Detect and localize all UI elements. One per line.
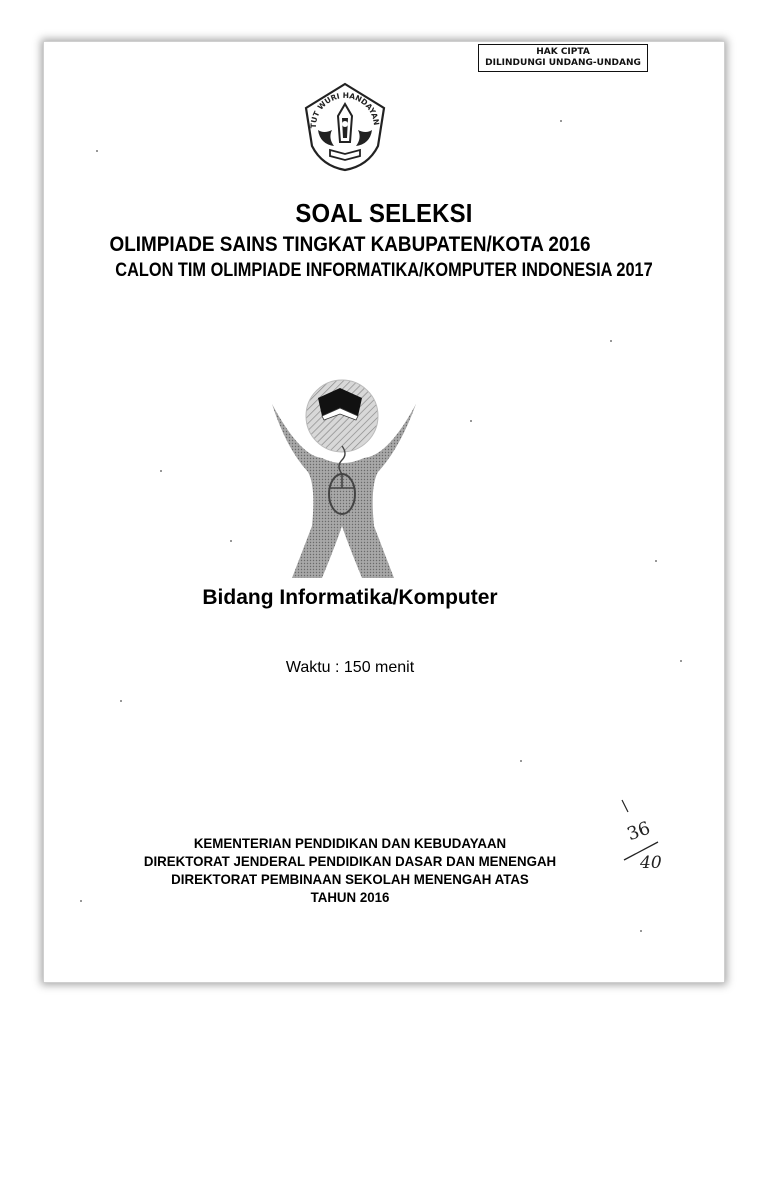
tut-wuri-handayani-logo bbox=[298, 80, 392, 174]
issuer-year: TAHUN 2016 bbox=[310, 889, 390, 905]
subject-field: Bidang Informatika/Komputer bbox=[202, 586, 498, 609]
handwritten-score-value: 36 bbox=[624, 817, 654, 846]
copyright-stamp bbox=[478, 44, 648, 72]
subtitle-line-2: CALON TIM OLIMPIADE INFORMATIKA/KOMPUTER INDONESIA 2017 bbox=[115, 260, 653, 281]
page-title: SOAL SELEKSI bbox=[295, 198, 473, 228]
logo-motto: TUT WURI HANDAYAN bbox=[308, 90, 382, 129]
informatics-olympiad-logo bbox=[270, 376, 420, 580]
handwritten-score-mark bbox=[612, 796, 682, 876]
issuer-block bbox=[0, 834, 700, 906]
stamp-line-1: HAK CIPTA bbox=[536, 47, 590, 57]
issuer-ministry: KEMENTERIAN PENDIDIKAN DAN KEBUDAYAAN bbox=[193, 835, 507, 851]
subtitle-line-1: OLIMPIADE SAINS TINGKAT KABUPATEN/KOTA 2016 bbox=[109, 233, 591, 256]
exam-duration: Waktu : 150 menit bbox=[285, 659, 415, 676]
issuer-directorate-general: DIREKTORAT JENDERAL PENDIDIKAN DASAR DAN MENENGAH bbox=[143, 853, 557, 869]
handwritten-score-total: 40 bbox=[640, 853, 662, 873]
stamp-line-2: DILINDUNGI UNDANG-UNDANG bbox=[485, 58, 641, 68]
issuer-directorate: DIREKTORAT PEMBINAAN SEKOLAH MENENGAH ATAS bbox=[171, 871, 529, 887]
handwritten-score bbox=[612, 796, 682, 881]
